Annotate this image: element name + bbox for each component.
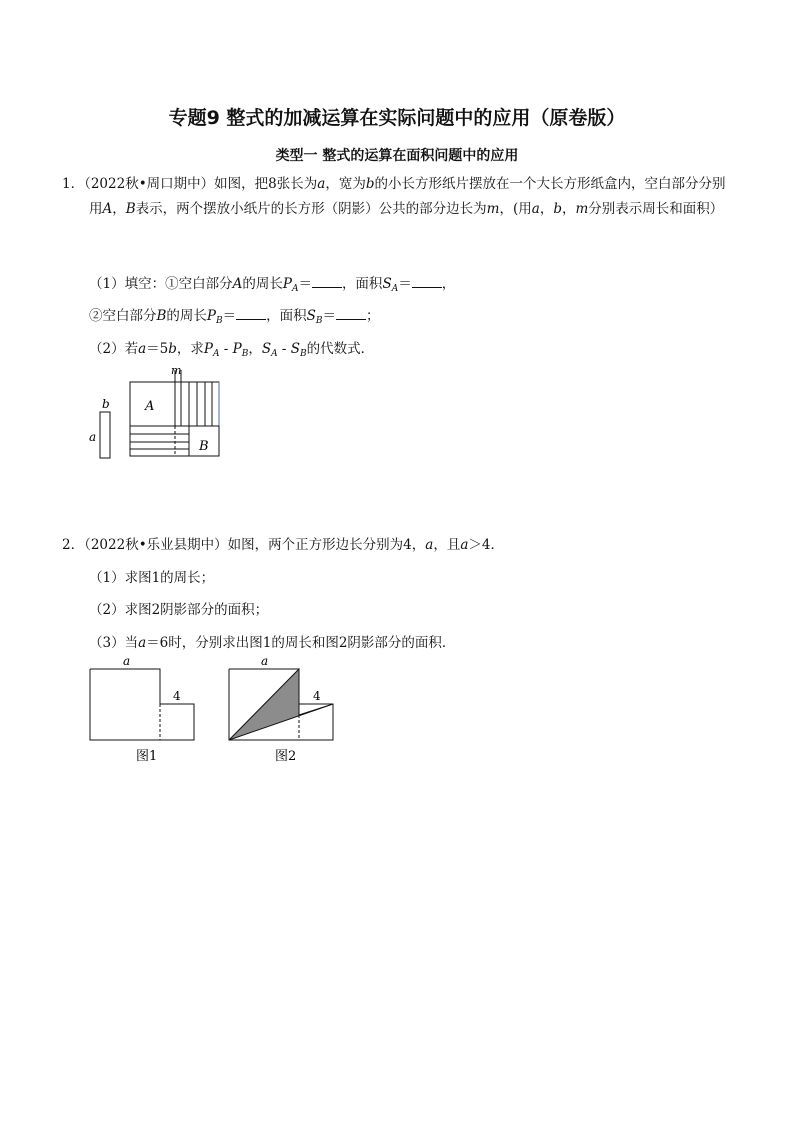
label-4: 4 <box>313 689 321 703</box>
question-2-figure-2 <box>224 652 344 767</box>
question-2-stem: 2．（2022秋•乐业县期中）如图，两个正方形边长分别为4，a，且a＞4． <box>62 537 504 553</box>
question-2-part-1: （1）求图1的周长； <box>89 570 215 586</box>
answer-blank[interactable] <box>412 275 442 288</box>
label-4: 4 <box>173 689 181 703</box>
page-title: 专题9 整式的加减运算在实际问题中的应用（原卷版） <box>168 107 626 129</box>
section-subtitle: 类型一 整式的运算在面积问题中的应用 <box>275 148 519 164</box>
question-2-part-3: （3）当a＝6时，分别求出图1的周长和图2阴影部分的面积． <box>89 635 456 651</box>
figure-2-caption: 图2 <box>275 749 297 764</box>
question-2-figure-1 <box>85 652 205 767</box>
question-1-part-1b: ②空白部分B的周长$P_B=$ ，面积$S_B=$ ； <box>89 308 380 326</box>
question-1-figure <box>85 362 230 462</box>
combined-squares <box>90 669 194 740</box>
label-a: a <box>123 654 131 668</box>
question-1-part-1a: （1）填空：①空白部分A的周长$P_A=$ ，面积$S_A=$ ， <box>89 276 456 294</box>
label-a: a <box>89 430 97 444</box>
question-1-part-2: （2）若a＝5b，求$P_A - P_B$，$S_A - S_B$的代数式． <box>89 341 375 359</box>
label-A: A <box>145 399 155 414</box>
question-2-part-2: （2）求图2阴影部分的面积； <box>89 602 269 618</box>
small-rectangle <box>100 412 110 458</box>
label-b: b <box>102 397 110 411</box>
answer-blank[interactable] <box>312 275 342 288</box>
label-m: m <box>171 364 182 377</box>
question-1 <box>62 172 734 222</box>
figure-1-caption: 图1 <box>136 749 158 764</box>
label-B: B <box>199 439 209 454</box>
answer-blank[interactable] <box>336 307 366 320</box>
label-a: a <box>261 654 269 668</box>
question-1-stem: 1．（2022秋•周口期中）如图，把8张长为a，宽为b的小长方形纸片摆放在一个大长方形纸盒内，空白部分分别用A，B表示，两个摆放小纸片的长方形（阴影）公共的部分边长为m，(用a，b，m分别表示周长和面积） <box>62 176 726 217</box>
answer-blank[interactable] <box>236 307 266 320</box>
